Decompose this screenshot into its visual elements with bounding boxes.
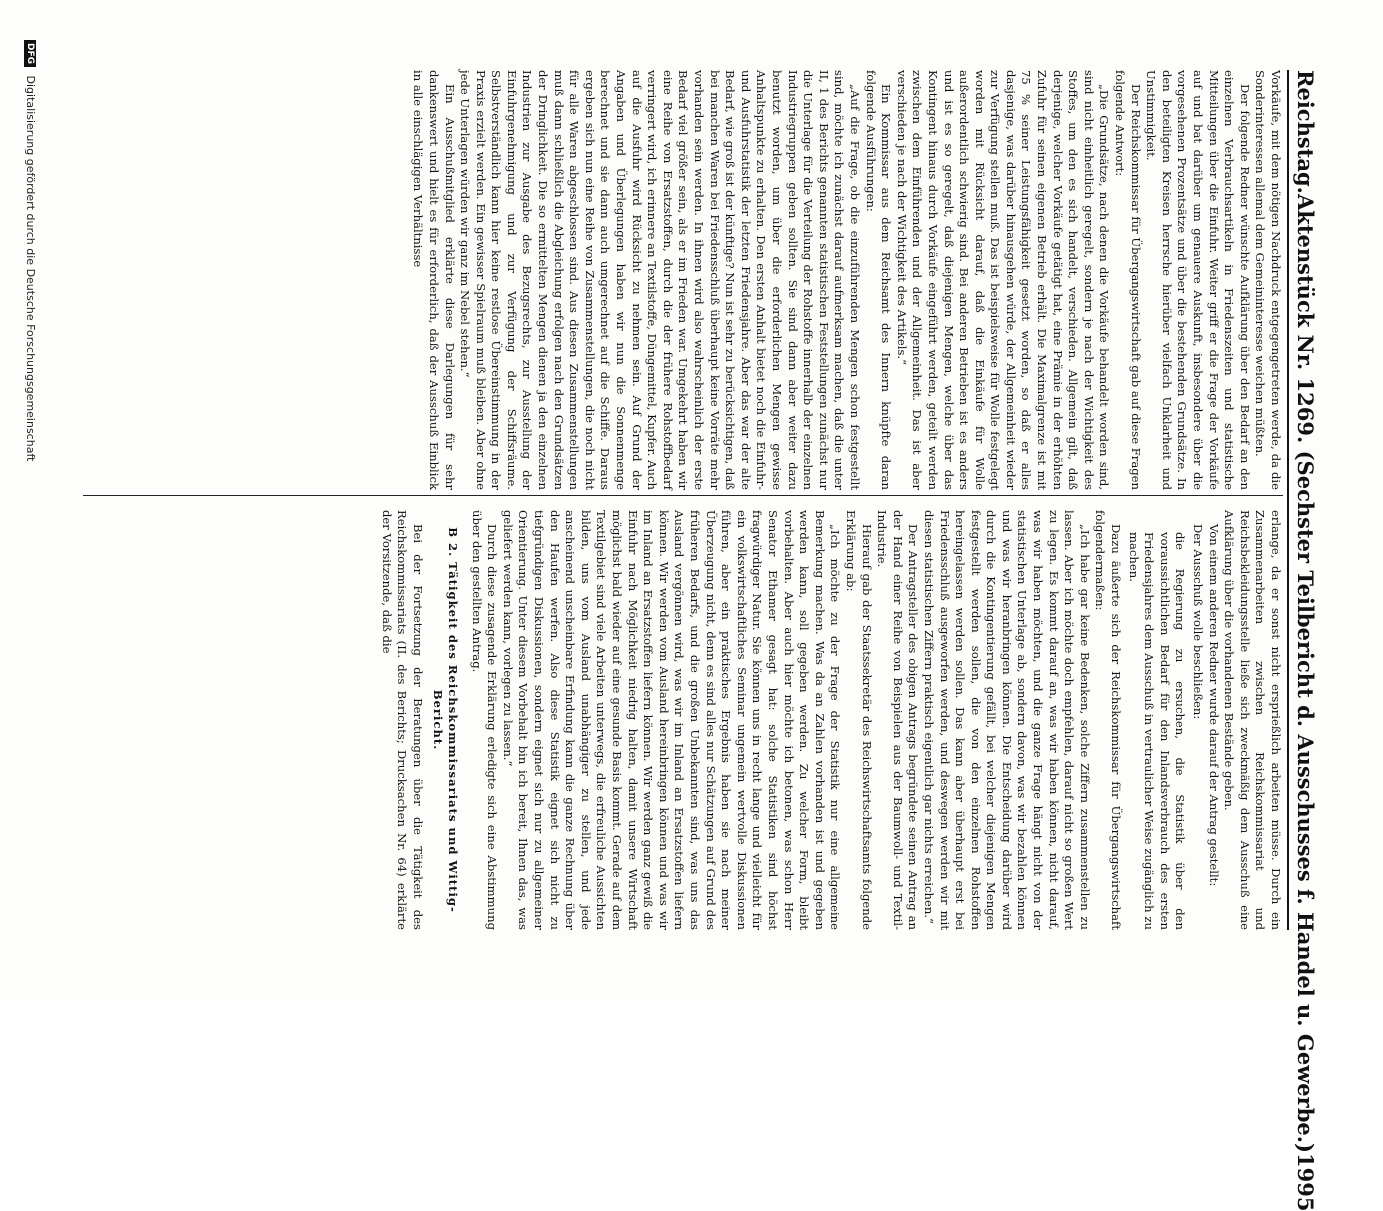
paragraph: Durch diese zusagende Erklärung erledigte sich eine Abstimmung über den gestellten Antrag. — [469, 510, 500, 930]
header-left: Reichstag. — [1293, 70, 1318, 194]
paragraph: Hierauf gab der Staatssekretär des Reichswirtschaftsamts folgende Erklärung ab: — [843, 510, 874, 930]
paragraph: „Auf die Frage, ob die einzuführenden Mengen schon festgestellt sind, möchte ich zunächst darauf aufmerksam machen, daß die unter II, 1 des Berichts genannten statistischen Feststellungen zunächst nur die Unterlage für die Verteilung der Rohstoffe innerhalb der einzelnen Industriegruppen geben sollten. Sie sind dann aber weiter dazu benutzt worden, um über die erforderlichen Mengen gewisse Anhaltspunkte zu erhalten. Den ersten Anhalt bietet noch die Einfuhr- und Ausfuhrstatistik der letzten Friedensjahre. Aber das war der alte Bedarf, wie groß ist der künftige? Nun ist sehr zu berücksichtigen, daß bei manchen Waren bei Friedensschluß überhaupt keine Vorräte mehr vorhanden sein werden. In ihnen wird also wahrscheinlich der erste Bedarf viel größer sein, als er im Frieden war. Umgekehrt haben wir eine Reihe von Ersatzstoffen, durch die der frühere Rohstoffbedarf verringert wird, ich erinnere an Textilstoffe, Düngemittel, Kupfer. Auch auf die Ausfuhr wird Rücksicht zu nehmen sein. Auf Grund der Angaben und Überlegungen haben wir nun die Sonnenmenge berechnet und sie dann auch umgerechnet auf die Schiffe. Daraus ergeben sich nun eine Reihe von Zusammenstellungen, die noch nicht für alle Waren abgeschlossen sind. Aus diesen Zusammenstellungen muß dann schließlich die Abgleichung erfolgen nach den Grundsätzen der Dringlichkeit. Die so ermittelten Mengen dienen ja den einzelnen Industrien zur Ausgabe des Bezugsrechts, zur Ausstellung der Einfuhrgenehmigung und zur Verfügung der Schiffsräume. Selbstverständlich kann hier keine restlose Übereinstimmung in der Praxis erzielt werden. Ein gewisser Spielraum muß bleiben. Aber ohne jede Unterlagen würden wir ganz im Nebel stehen.“ — [458, 70, 862, 490]
page-header — [1287, 70, 1327, 1211]
section-heading: B 2. Tätigkeit des Reichskommissariats und Wittig-Bericht. — [430, 527, 461, 913]
paragraph: Vorkäufe, mit dem nötigen Nachdruck entgegengetreten werde, da die Sonderinteressen allemal dem Gemeininteresse weichen müßten. — [1253, 70, 1283, 490]
list-item: die Regierung zu ersuchen, die Statistik über den voraussichtlichen Bedarf für den Inlandsverbrauch des ersten Friedensjahres dem Ausschuß in vertraulicher Weise zugänglich zu machen. — [1126, 532, 1188, 930]
paragraph: Dazu äußerte sich der Reichskommissar für Übergangswirtschaft folgendermaßen: — [1093, 510, 1124, 930]
paragraph: Der Reichskommissar für Übergangswirtschaft gab auf diese Fragen folgende Antwort: — [1113, 70, 1143, 490]
paragraph: Der Ausschuß wolle beschließen: — [1191, 524, 1206, 720]
paragraph: „Die Grundsätze, nach denen die Vorkäufe behandelt worden sind, sind nicht einheitlich geregelt, sondern je nach der Wichtigkeit des Stoffes, um den es sich handelt, verschieden. Allgemein gilt, daß derjenige, welcher Vorkäufe getätigt hat, eine Prämie in der erhöhten Zufuhr für seinen eigenen Betrieb erhält. Die Maximalgrenze ist mit 75 % seiner Leistungsfähigkeit gesetzt worden, so daß er alles dasjenige, was darüber hinausgehen würde, der Allgemeinheit wieder zur Verfügung stellen muß. Das ist beispielsweise für Wolle festgelegt worden mit Rücksicht darauf, daß die Einkäufe für Wolle außerordentlich schwierig sind. Bei anderen Betrieben ist es anders und ist es so geregelt, daß diejenigen Mengen, welche über das Kontingent hinaus durch Vorkäufe eingeführt werden, geteilt werden zwischen dem Einführenden und der Allgemeinheit. Das ist aber verschieden je nach der Wichtigkeit des Artikels.“ — [894, 70, 1112, 490]
paragraph: Der Antragsteller des obigen Antrags begründete seinen Antrag an der Hand einer Reihe von Beispielen aus der Baumwoll- und Textil-Industrie. — [875, 510, 921, 930]
paragraph: Ein Ausschußmitglied erklärte diese Darlegungen für sehr dankenswert und hielt es für erforderlich, daß der Ausschuß Einblick in alle einschlägigen Verhältnisse — [411, 70, 457, 490]
paragraph: erlange, da er sonst nicht ersprießlich arbeiten müsse. Durch ein Zusammenarbeiten zwischen Reichskommissariat und Reichsbekleidungsstelle ließe sich zweckmäßig dem Ausschuß eine Aufklärung über die vorhandenen Bestände geben. — [1222, 510, 1283, 930]
quote-paragraph: „Ich möchte zu der Frage der Statistik nur eine allgemeine Bemerkung machen. Was da an Zahlen vorhanden ist und gegeben werden kann, soll gegeben werden. Zu welcher Form, bleibt vorbehalten. Aber auch hier möchte ich betonen, was schon Herr Senator Ethamer gesagt hat: solche Statistiken sind höchst fragwürdiger Natur. Sie können uns in recht lange und vielleicht für ein volkswirtschaftliches Seminar ungemein wertvolle Diskussionen führen, aber ein praktisches Ergebnis haben sie nach meiner Überzeugung nicht, denn es sind alles nur Schätzungen auf Grund des früheren Bedarfs, und die großen Unbekannten sind, was uns das Ausland vergönnen wird, was wir im Inland an Ersatzstoffen liefern können. Wir werden vom Ausland hereinbringen können und was wir im Inland an Ersatzstoffen liefern können. Wir werden ganz gewiß die Einfuhr nach Möglichkeit niedrig halten, damit unsere Wirtschaft möglichst bald wieder auf eine gesunde Basis kommt. Gerade auf dem Textilgebiet sind viele Arbeiten unterwegs, die erfreuliche Aussichten bilden, uns vom Ausland unabhängiger zu stellen, und jede anscheinend unscheinbare Erfindung kann die ganze Rechnung über den Haufen werfen. Also diese Statistik eignet sich nicht zu tiefgründigen Diskussionen, sondern eignet sich nur zu allgemeiner Orientierung. Unter diesem Vorbehalt bin ich bereit, Ihnen das, was geliefert werden kann, vorlegen zu lassen.“ — [500, 510, 843, 930]
paragraph: Der folgende Redner wünschte Aufklärung über den Bedarf an den einzelnen Verbrauchsartikeln in Friedenszeiten und statistische Mitteilungen über die Einfuhr. Weiter griff er die Frage der Vorkäufe auf und bat darüber um genauere Auskunft, insbesondere über die vorgesehenen Prozentsätze und über die bestehenden Grundsätze. In den beteiligten Kreisen herrsche hierüber vielfach Unklarheit und Unstimmigkeit. — [1144, 70, 1252, 490]
quote-paragraph: „Ich habe gar keine Bedenken, solche Ziffern zusammenstellen zu lassen. Aber ich möchte doch empfehlen, darauf nicht so großen Wert zu legen. Es kommt darauf an, was wir haben können, nicht darauf, was wir haben möchten, und die ganze Frage hängt nicht von der statistischen Unterlage ab, sondern davon, was wir bezahlen können und was wir heranbringen können. Die Entscheidung darüber wird durch die Kontingentierung gefällt, bei welcher diejenigen Mengen festgestellt werden sollen, die von den einzelnen Rohstoffen hereingelassen werden sollen. Das kann aber überhaupt erst bei Friedensschluß ausgeworfen werden, und deswegen werden wir mit diesen statistischen Ziffern praktisch eigentlich gar nichts erreichen.“ — [921, 510, 1092, 930]
paragraph: Bei der Fortsetzung der Beratungen über die Tätigkeit des Reichskommissariats (II. des Berichts; Drucksachen Nr. 64) erklärte der Vorsitzende, daß die — [379, 510, 425, 930]
left-column — [83, 70, 1283, 490]
header-title: Aktenstück Nr. 1269. (Sechster Teilbericht d. Ausschusses f. Handel u. Gewerbe.) — [1293, 193, 1318, 1153]
dfg-logo: DFG — [24, 40, 36, 67]
footer-text: Digitalisierung gefördert durch die Deutsche Forschungsgemeinschaft — [24, 75, 37, 462]
page-number: 1995 — [1293, 1153, 1318, 1211]
right-column — [83, 510, 1283, 930]
column-divider — [83, 495, 1283, 496]
paragraph: Von einem anderen Redner wurde darauf der Antrag gestellt: — [1206, 524, 1221, 887]
paragraph: Ein Kommissar aus dem Reichsamt des Innern knüpfte daran folgende Ausführungen: — [863, 70, 894, 490]
digitization-footer — [24, 40, 37, 960]
